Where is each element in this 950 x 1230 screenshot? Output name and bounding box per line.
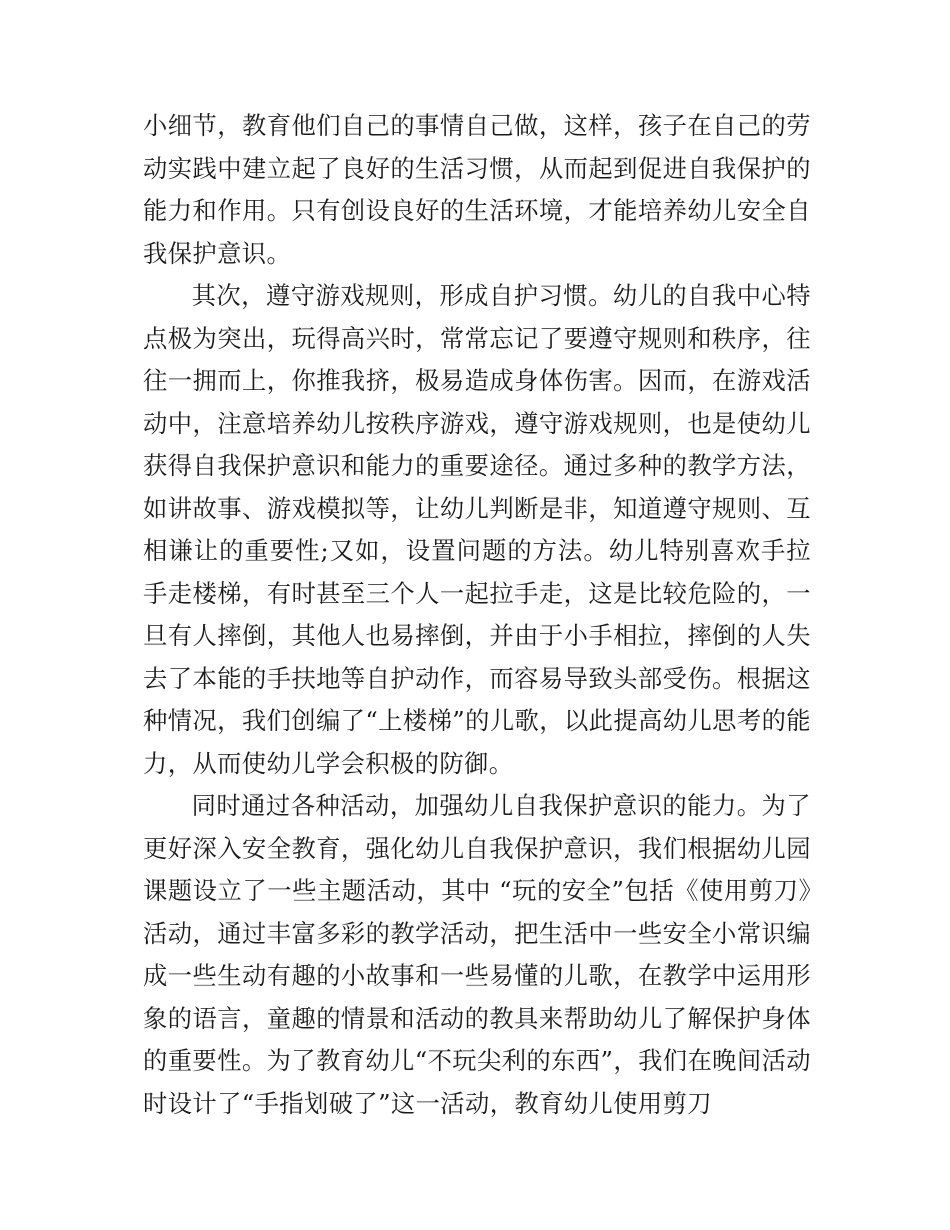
paragraph-1: 小细节，教育他们自己的事情自己做，这样，孩子在自己的劳动实践中建立起了良好的生活习惯，从而起到促进自我保护的能力和作用。只有创设良好的生活环境，才能培养幼儿安全自我保护意识。 — [143, 111, 811, 268]
document-page — [143, 105, 811, 1125]
paragraph-2: 其次，遵守游戏规则，形成自护习惯。幼儿的自我中心特点极为突出，玩得高兴时，常常忘记了要遵守规则和秩序，往往一拥而上，你推我挤，极易造成身体伤害。因而，在游戏活动中，注意培养幼儿按秩序游戏，遵守游戏规则，也是使幼儿获得自我保护意识和能力的重要途径。通过多种的教学方法，如讲故事、游戏模拟等，让幼儿判断是非，知道遵守规则、互相谦让的重要性;又如，设置问题的方法。幼儿特别喜欢手拉手走楼梯，有时甚至三个人一起拉手走，这是比较危险的，一旦有人摔倒，其他人也易摔倒，并由于小手相拉，摔倒的人失去了本能的手扶地等自护动作，而容易导致头部受伤。根据这种情况，我们创编了“上楼梯”的儿歌，以此提高幼儿思考的能力，从而使幼儿学会积极的防御。 — [143, 281, 811, 778]
paragraph-3: 同时通过各种活动，加强幼儿自我保护意识的能力。为了更好深入安全教育，强化幼儿自我保护意识，我们根据幼儿园课题设立了一些主题活动，其中 “玩的安全”包括《使用剪刀》活动，通过丰富多彩的教学活动，把生活中一些安全小常识编成一些生动有趣的小故事和一些易懂的儿歌，在教学中运用形象的语言，童趣的情景和活动的教具来帮助幼儿了解保护身体的重要性。为了教育幼儿“不玩尖利的东西”，我们在晚间活动时设计了“手指划破了”这一活动，教育幼儿使用剪刀 — [143, 791, 811, 1118]
